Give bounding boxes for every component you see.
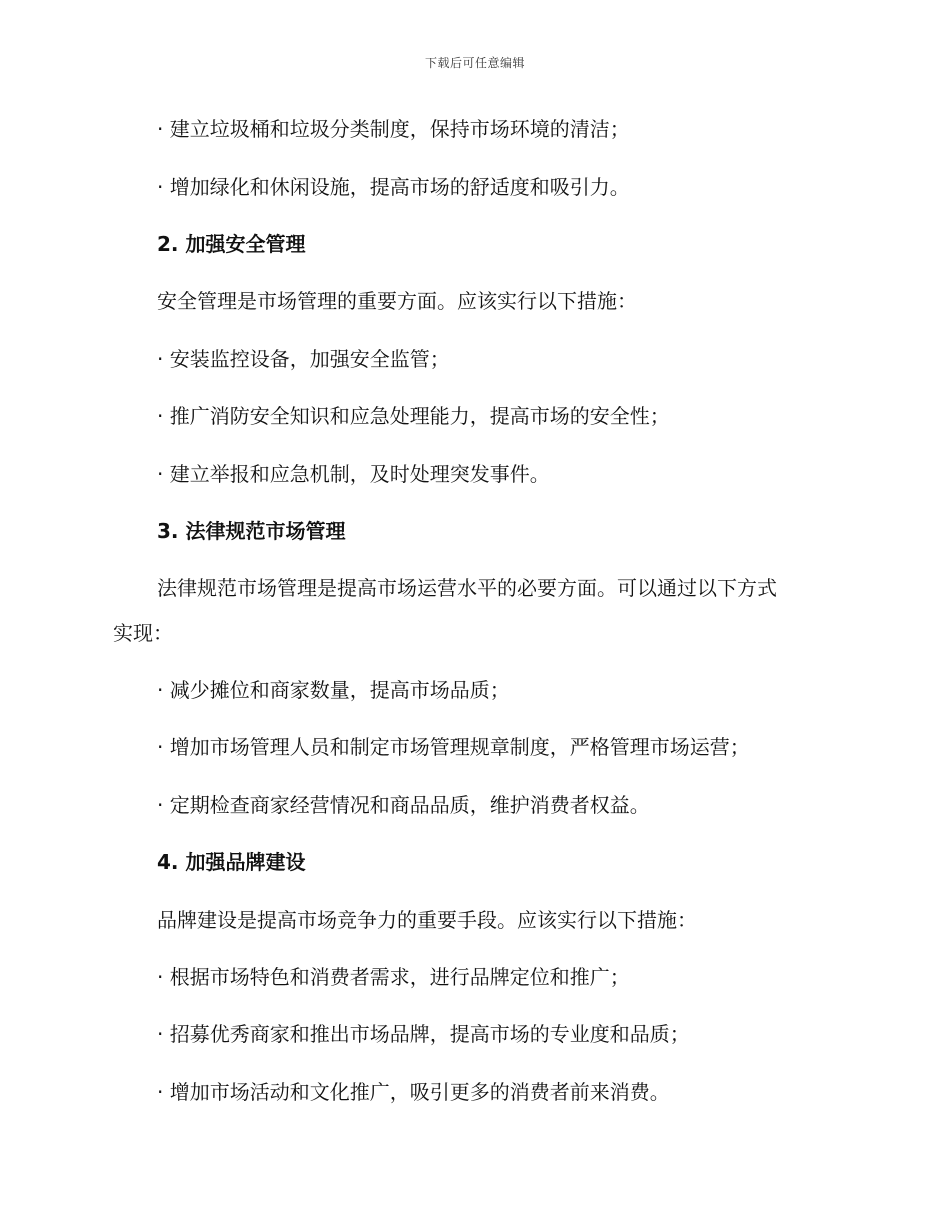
bullet-item: · 建立垃圾桶和垃圾分类制度，保持市场环境的清洁； xyxy=(157,117,630,141)
bullet-item: · 推广消防安全知识和应急处理能力，提高市场的安全性； xyxy=(157,404,670,428)
bullet-item: · 减少摊位和商家数量，提高市场品质； xyxy=(157,678,510,702)
bullet-item: · 招募优秀商家和推出市场品牌，提高市场的专业度和品质； xyxy=(157,1022,690,1046)
bullet-item: · 定期检查商家经营情况和商品品质，维护消费者权益。 xyxy=(157,793,650,817)
bullet-item: · 增加市场管理人员和制定市场管理规章制度，严格管理市场运营； xyxy=(157,735,750,759)
header-note: 下载后可任意编辑 xyxy=(424,56,525,70)
bullet-item: · 安装监控设备，加强安全监管； xyxy=(157,347,450,371)
section-heading: 3. 法律规范市场管理 xyxy=(157,519,346,543)
paragraph: 安全管理是市场管理的重要方面。应该实行以下措施： xyxy=(157,289,637,313)
paragraph-continuation: 实现： xyxy=(113,621,173,645)
bullet-item: · 根据市场特色和消费者需求，进行品牌定位和推广； xyxy=(157,965,630,989)
paragraph: 品牌建设是提高市场竞争力的重要手段。应该实行以下措施： xyxy=(157,908,697,932)
section-heading: 2. 加强安全管理 xyxy=(157,232,306,256)
bullet-item: · 增加绿化和休闲设施，提高市场的舒适度和吸引力。 xyxy=(157,175,630,199)
section-heading: 4. 加强品牌建设 xyxy=(157,850,306,874)
bullet-item: · 增加市场活动和文化推广，吸引更多的消费者前来消费。 xyxy=(157,1080,670,1104)
paragraph: 法律规范市场管理是提高市场运营水平的必要方面。可以通过以下方式 xyxy=(157,576,777,600)
bullet-item: · 建立举报和应急机制，及时处理突发事件。 xyxy=(157,462,550,486)
